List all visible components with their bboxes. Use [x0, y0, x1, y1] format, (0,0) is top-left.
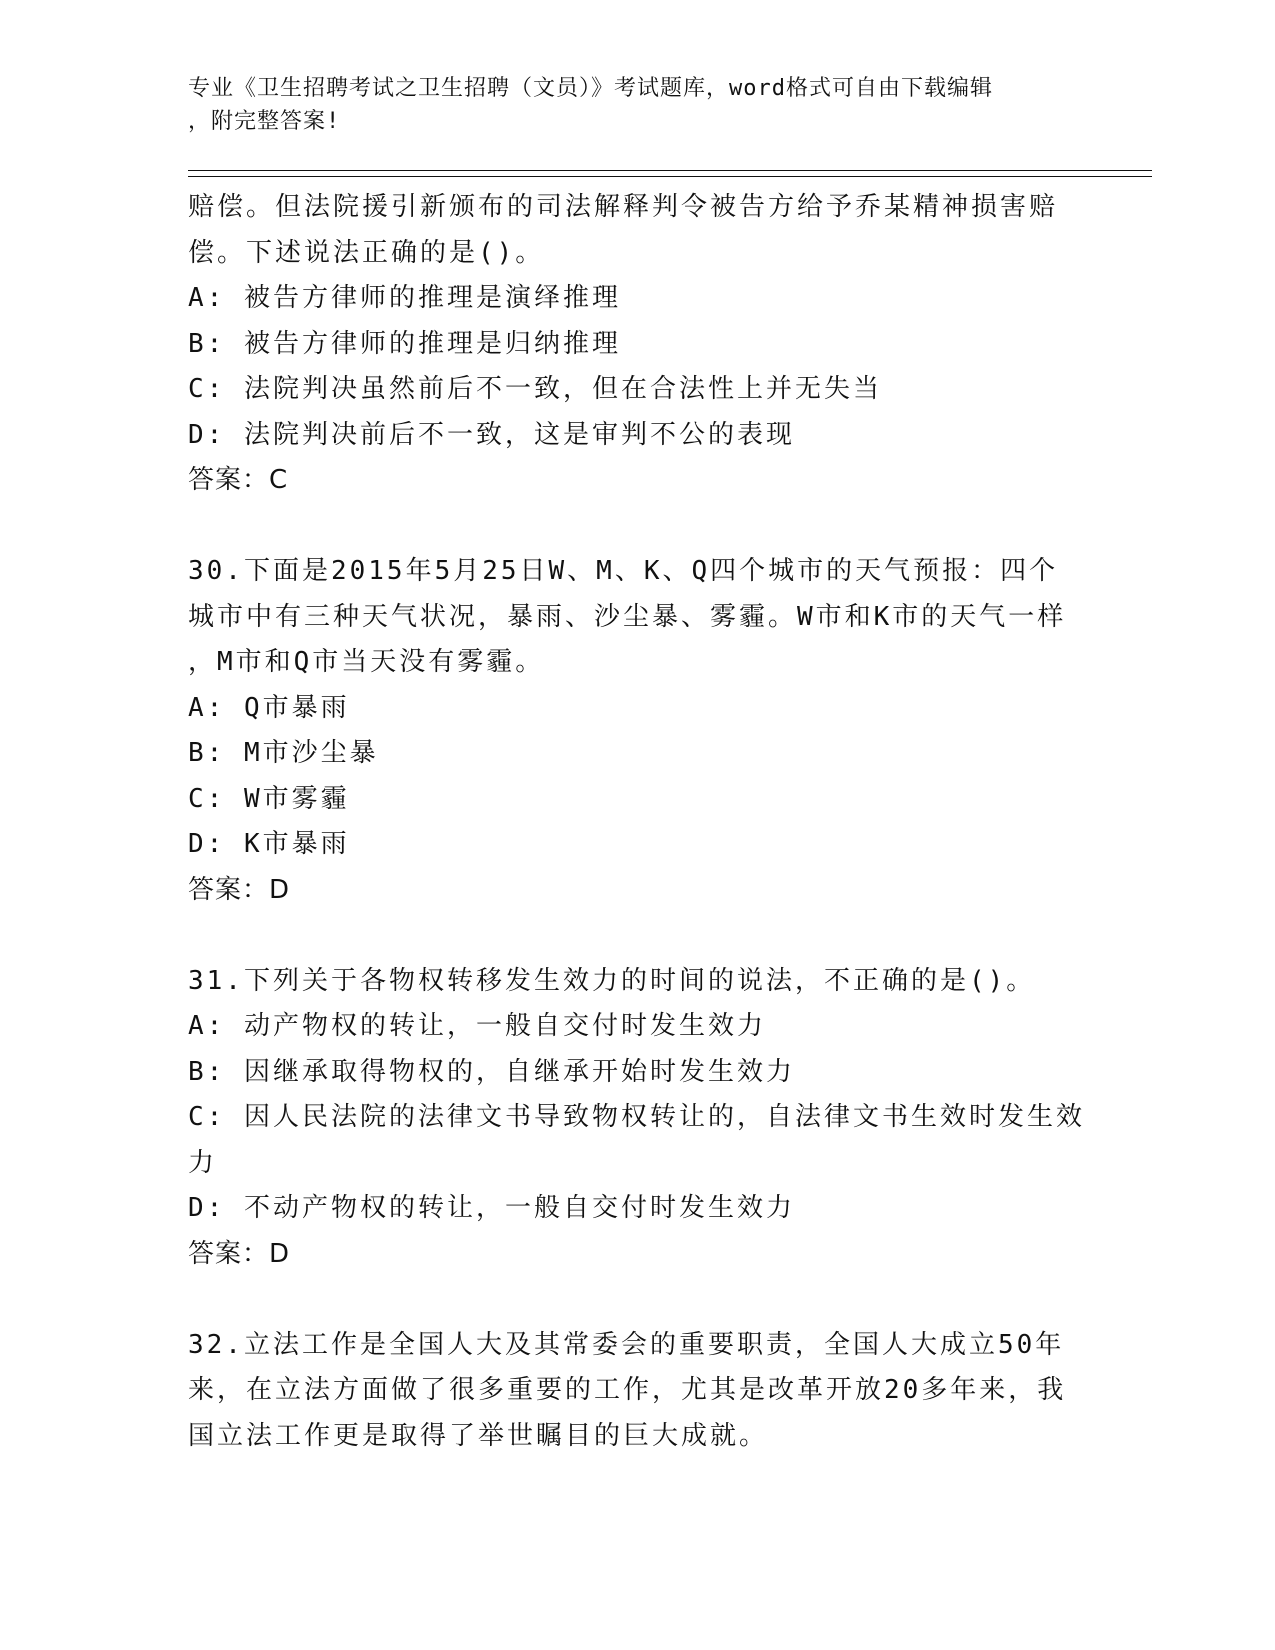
- option-c: C: W市雾霾: [188, 783, 350, 814]
- option-b: B: M市沙尘暴: [188, 738, 379, 768]
- option-b: B: 因继承取得物权的，自继承开始时发生效力: [188, 1056, 795, 1087]
- option-d: D: 法院判决前后不一致，这是审判不公的表现: [188, 419, 795, 450]
- question-text-line: 30.下面是2015年5月25日W、M、K、Q四个城市的天气预报：四个: [188, 556, 1059, 586]
- option-c: C: 因人民法院的法律文书导致物权转让的，自法律文书生效时发生效: [188, 1102, 1085, 1132]
- question-text-line: 31.下列关于各物权转移发生效力的时间的说法，不正确的是()。: [188, 965, 1036, 996]
- header-divider-bottom: [188, 176, 1152, 177]
- question-29: [188, 185, 1088, 504]
- question-text-line: 赔偿。但法院援引新颁布的司法解释判令被告方给予乔某精神损害赔: [188, 192, 1059, 222]
- answer-line: 答案：C: [188, 465, 289, 495]
- page-header: [188, 72, 1068, 138]
- option-a: A: 被告方律师的推理是演绎推理: [188, 283, 621, 313]
- header-divider-top: [188, 170, 1152, 171]
- spacer: [188, 913, 1088, 959]
- answer-line: 答案：D: [188, 1238, 291, 1269]
- option-a: A: Q市暴雨: [188, 692, 350, 723]
- question-text-line: 来，在立法方面做了很多重要的工作，尤其是改革开放20多年来，我: [188, 1375, 1067, 1405]
- option-d: D: 不动产物权的转让，一般自交付时发生效力: [188, 1193, 795, 1223]
- option-d: D: K市暴雨: [188, 829, 350, 859]
- option-c: C: 法院判决虽然前后不一致，但在合法性上并无失当: [188, 374, 882, 404]
- header-line-1: 专业《卫生招聘考试之卫生招聘（文员）》考试题库，word格式可自由下载编辑: [188, 76, 993, 101]
- answer-line: 答案：D: [188, 874, 291, 905]
- question-text-line: 32.立法工作是全国人大及其常委会的重要职责，全国人大成立50年: [188, 1329, 1065, 1360]
- spacer: [188, 504, 1088, 550]
- option-b: B: 被告方律师的推理是归纳推理: [188, 328, 621, 359]
- question-content: [188, 185, 1088, 1459]
- question-text-line: 偿。下述说法正确的是()。: [188, 237, 545, 268]
- question-31: [188, 959, 1088, 1278]
- question-30: [188, 549, 1088, 913]
- question-text-line: ，M市和Q市当天没有雾霾。: [188, 647, 545, 677]
- header-line-2: ，附完整答案!: [188, 109, 341, 134]
- question-text-line: 国立法工作更是取得了举世瞩目的巨大成就。: [188, 1420, 769, 1451]
- option-c-continued: 力: [188, 1147, 218, 1178]
- question-32: [188, 1323, 1088, 1460]
- spacer: [188, 1277, 1088, 1323]
- option-a: A: 动产物权的转让，一般自交付时发生效力: [188, 1011, 766, 1041]
- question-text-line: 城市中有三种天气状况，暴雨、沙尘暴、雾霾。W市和K市的天气一样: [188, 601, 1067, 632]
